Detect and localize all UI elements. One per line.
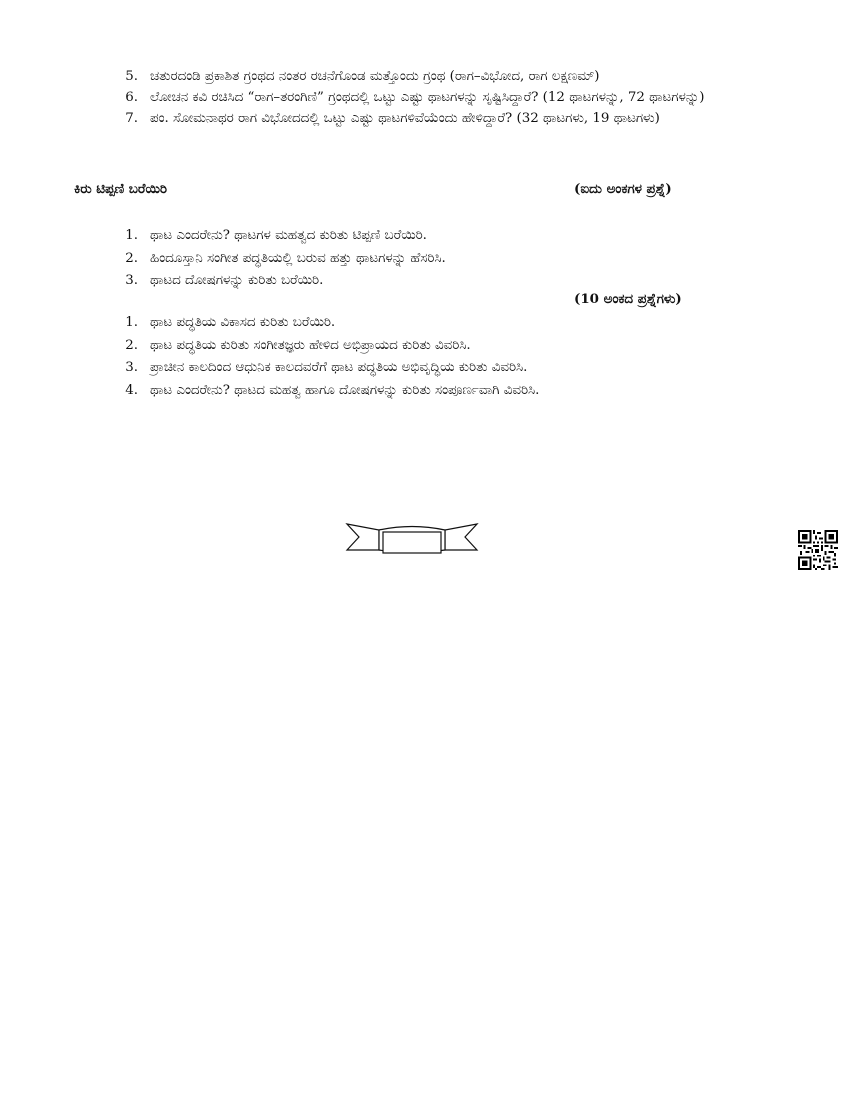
question-text: ಚತುರದಂಡಿ ಪ್ರಕಾಶಿತ ಗ್ರಂಥದ ನಂತರ ರಚನೆಗೊಂಡ ಮತ್ತೊಂದು ಗ್ರಂಥ (ರಾಗ–ವಿಭೋದ, ರಾಗ ಲಕ್ಷಣಮ್) bbox=[150, 69, 600, 84]
question-number: 3. bbox=[125, 273, 138, 288]
question-number: 3. bbox=[125, 360, 138, 375]
qr-code-icon bbox=[798, 530, 838, 570]
question-item bbox=[122, 335, 722, 356]
section-marks-label: (10 ಅಂಕದ ಪ್ರಶ್ನೆಗಳು) bbox=[574, 291, 682, 307]
question-text: ಥಾಟ ಪದ್ಧತಿಯ ವಿಕಾಸದ ಕುರಿತು ಬರೆಯಿರಿ. bbox=[150, 315, 336, 330]
question-text: ಪ್ರಾಚೀನ ಕಾಲದಿಂದ ಆಧುನಿಕ ಕಾಲದವರೆಗೆ ಥಾಟ ಪದ್ಧತಿಯ ಅಭಿವೃದ್ಧಿಯ ಕುರಿತು ವಿವರಿಸಿ. bbox=[150, 360, 528, 375]
section-marks-label: (ಐದು ಅಂಕಗಳ ಪ್ರಶ್ನೆ) bbox=[574, 181, 672, 197]
question-text: ಲೋಚನ ಕವಿ ರಚಿಸಿದ “ರಾಗ–ತರಂಗಿಣಿ” ಗ್ರಂಥದಲ್ಲಿ ಒಟ್ಟು ಎಷ್ಟು ಥಾಟಗಳನ್ನು ಸೃಷ್ಟಿಸಿದ್ದಾರೆ? (12 ಥಾಟಗಳನ್ನು, 72 ಥಾಟಗಳನ್ನು) bbox=[150, 90, 705, 105]
question-number: 1. bbox=[125, 315, 138, 330]
question-item bbox=[122, 225, 722, 246]
question-item bbox=[122, 108, 762, 129]
question-number: 4. bbox=[125, 382, 138, 398]
question-text: ಪಂ. ಸೋಮನಾಥರ ರಾಗ ವಿಭೋದದಲ್ಲಿ ಒಟ್ಟು ಎಷ್ಟು ಥಾಟಗಳಿವೆಯೆಂದು ಹೇಳಿದ್ದಾರೆ? (32 ಥಾಟಗಳು, 19 ಥಾಟಗಳು) bbox=[150, 111, 660, 126]
question-item bbox=[122, 380, 722, 401]
question-number: 1. bbox=[125, 228, 138, 243]
question-item bbox=[122, 87, 762, 108]
question-item bbox=[122, 312, 722, 333]
question-number: 6. bbox=[125, 90, 138, 105]
section-heading: ಕಿರು ಟಿಪ್ಪಣಿ ಬರೆಯಿರಿ bbox=[74, 181, 167, 197]
question-number: 5. bbox=[125, 69, 138, 84]
ten-mark-question-list bbox=[122, 312, 722, 402]
question-text: ಹಿಂದೂಸ್ತಾನಿ ಸಂಗೀತ ಪದ್ಧತಿಯಲ್ಲಿ ಬರುವ ಹತ್ತು ಥಾಟಗಳನ್ನು ಹೆಸರಿಸಿ. bbox=[150, 250, 446, 266]
question-number: 2. bbox=[125, 250, 138, 266]
five-mark-question-list bbox=[122, 225, 722, 293]
question-item bbox=[122, 270, 722, 291]
objective-question-list bbox=[122, 66, 762, 129]
question-item bbox=[122, 248, 722, 269]
question-text: ಥಾಟದ ದೋಷಗಳನ್ನು ಕುರಿತು ಬರೆಯಿರಿ. bbox=[150, 273, 324, 288]
question-number: 2. bbox=[125, 337, 138, 353]
ribbon-banner-icon bbox=[345, 520, 479, 556]
question-text: ಥಾಟ ಪದ್ಧತಿಯ ಕುರಿತು ಸಂಗೀತಜ್ಞರು ಹೇಳಿದ ಅಭಿಪ್ರಾಯದ ಕುರಿತು ವಿವರಿಸಿ. bbox=[150, 337, 471, 353]
question-text: ಥಾಟ ಎಂದರೇನು? ಥಾಟಗಳ ಮಹತ್ವದ ಕುರಿತು ಟಿಪ್ಪಣಿ ಬರೆಯಿರಿ. bbox=[150, 228, 427, 243]
question-text: ಥಾಟ ಎಂದರೇನು? ಥಾಟದ ಮಹತ್ವ ಹಾಗೂ ದೋಷಗಳನ್ನು ಕುರಿತು ಸಂಪೂರ್ಣವಾಗಿ ವಿವರಿಸಿ. bbox=[150, 382, 540, 398]
question-item bbox=[122, 66, 762, 87]
question-number: 7. bbox=[125, 111, 138, 126]
question-item bbox=[122, 357, 722, 378]
